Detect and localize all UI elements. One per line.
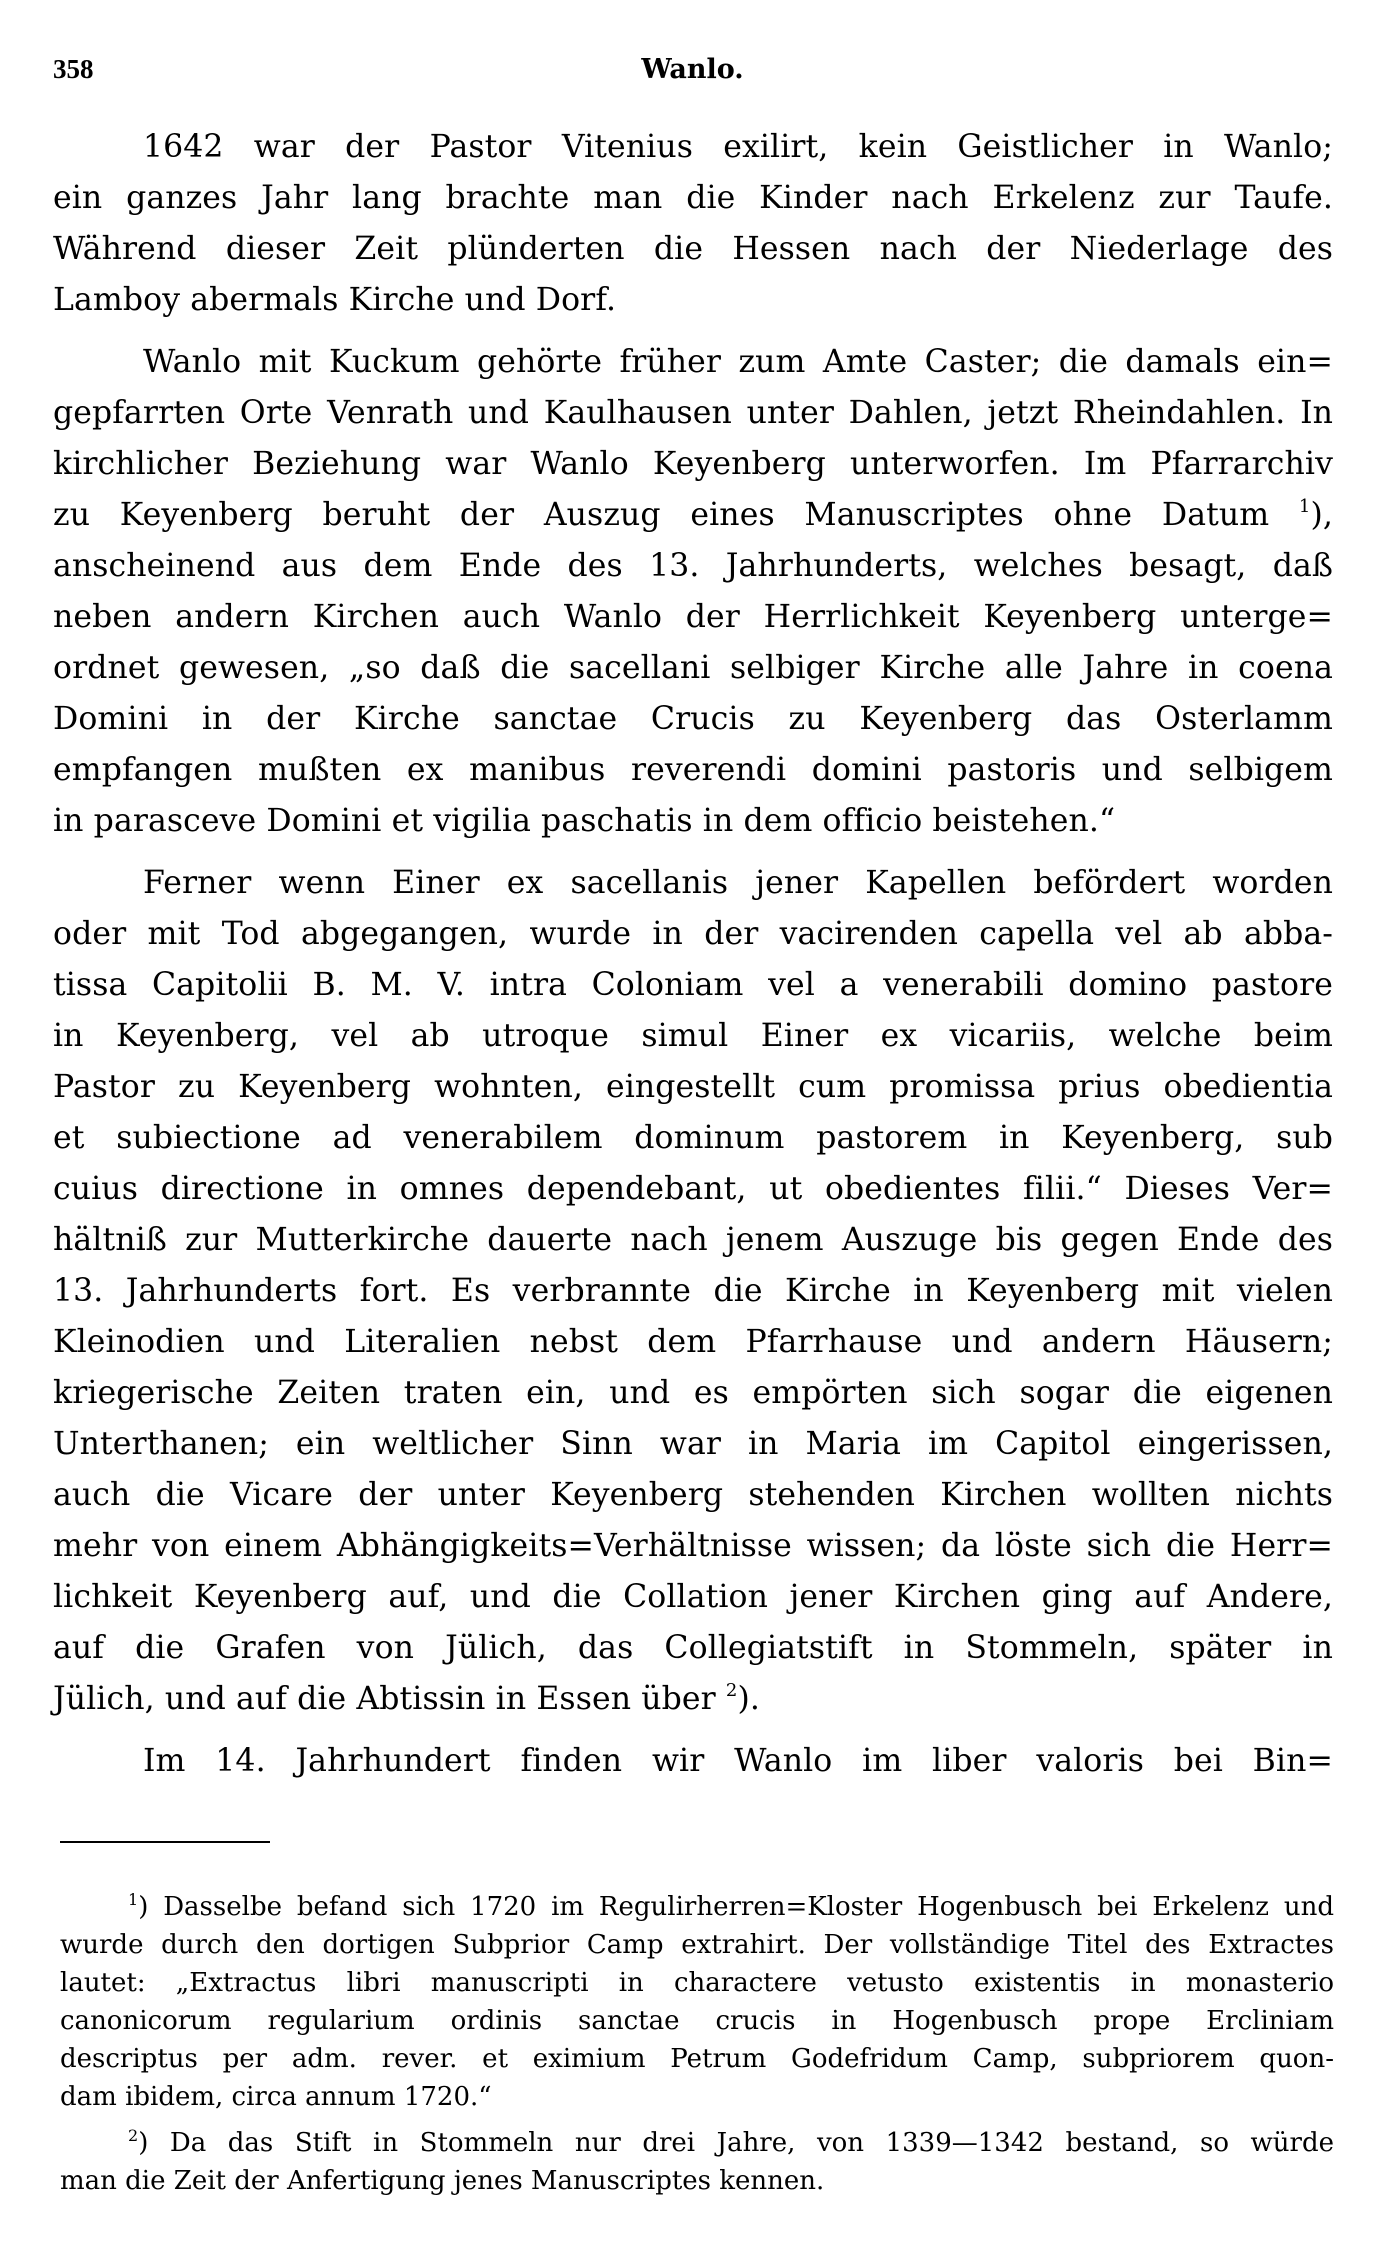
text-line: auch die Vicare der unter Keyenberg stehenden Kirchen wollten nichts [53, 1477, 1333, 1513]
text-line: Domini in der Kirche sanctae Crucis zu Keyenberg das Osterlamm [53, 701, 1333, 737]
text-line: kirchlicher Beziehung war Wanlo Keyenberg unterworfen. Im Pfarrarchiv [53, 446, 1333, 482]
paragraph [53, 858, 1333, 1725]
text-line: neben andern Kirchen auch Wanlo der Herrlichkeit Keyenberg unterge= [53, 599, 1333, 635]
text-line: ordnet gewesen, „so daß die sacellani selbiger Kirche alle Jahre in coena [53, 650, 1333, 686]
page-number: 358 [53, 54, 94, 84]
running-head [53, 54, 1332, 94]
footnote-line: $^1$) Dasselbe befand sich 1720 im Regulirherren=Kloster Hogenbusch bei Erkelenz und [128, 1890, 1334, 1922]
footnote-line: man die Zeit der Anfertigung jenes Manuscriptes kennen. [60, 2166, 825, 2196]
text-line: in parasceve Domini et vigilia paschatis in dem officio beistehen.“ [53, 803, 1116, 839]
footnote-line: descriptus per adm. rever. et eximium Petrum Godefridum Camp, subpriorem quon- [60, 2044, 1334, 2074]
main-text [53, 122, 1333, 1787]
text-line: 1642 war der Pastor Vitenius exilirt, kein Geistlicher in Wanlo; [143, 129, 1333, 165]
text-line: Im 14. Jahrhundert finden wir Wanlo im liber valoris bei Bin= [143, 1743, 1333, 1779]
footnote-line: lautet: „Extractus libri manuscripti in charactere vetusto existentis in monasterio [60, 1968, 1334, 1998]
text-line: et subiectione ad venerabilem dominum pastorem in Keyenberg, sub [53, 1120, 1333, 1156]
paragraph [53, 337, 1333, 847]
footnote-line: $^2$) Da das Stift in Stommeln nur drei Jahre, von 1339—1342 bestand, so würde [128, 2126, 1334, 2158]
text-line: tissa Capitolii B. M. V. intra Coloniam vel a venerabili domino pastore [53, 967, 1333, 1003]
text-line: Ferner wenn Einer ex sacellanis jener Kapellen befördert worden [143, 865, 1333, 901]
footnote-line: wurde durch den dortigen Subprior Camp extrahirt. Der vollständige Titel des Extractes [60, 1930, 1334, 1960]
text-line: oder mit Tod abgegangen, wurde in der vacirenden capella vel ab abba- [53, 916, 1333, 952]
text-line: Kleinodien und Literalien nebst dem Pfarrhause und andern Häusern; [53, 1324, 1333, 1360]
text-line: in Keyenberg, vel ab utroque simul Einer ex vicariis, welche beim [53, 1018, 1333, 1054]
text-line: lichkeit Keyenberg auf, und die Collation jener Kirchen ging auf Andere, [53, 1579, 1333, 1615]
text-line: Lamboy abermals Kirche und Dorf. [53, 282, 617, 318]
footnote-line: dam ibidem, circa annum 1720.“ [60, 2082, 492, 2112]
footnotes [60, 1888, 1334, 2200]
text-line: kriegerische Zeiten traten ein, und es empörten sich sogar die eigenen [53, 1375, 1333, 1411]
footnote-2 [60, 2124, 1334, 2200]
text-line: Wanlo mit Kuckum gehörte früher zum Amte Caster; die damals ein= [143, 344, 1333, 380]
text-line: empfangen mußten ex manibus reverendi domini pastoris und selbigem [53, 752, 1333, 788]
footnote-divider [60, 1841, 270, 1843]
paragraph [53, 1736, 1333, 1787]
running-title: Wanlo. [641, 54, 744, 85]
text-line-with-footnote: zu Keyenberg beruht der Auszug eines Manuscriptes ohne Datum $^1$), [53, 496, 1333, 533]
text-line: mehr von einem Abhängigkeits=Verhältnisse wissen; da löste sich die Herr= [53, 1528, 1333, 1564]
text-line: auf die Grafen von Jülich, das Collegiatstift in Stommeln, später in [53, 1630, 1333, 1666]
text-line: Unterthanen; ein weltlicher Sinn war in Maria im Capitol eingerissen, [53, 1426, 1333, 1462]
paragraph [53, 122, 1333, 326]
footnote-1 [60, 1888, 1334, 2116]
footnote-marker: 2 [128, 2126, 139, 2145]
text-line: cuius directione in omnes dependebant, ut obedientes filii.“ Dieses Ver= [53, 1171, 1333, 1207]
text-line: Während dieser Zeit plünderten die Hessen nach der Niederlage des [53, 231, 1333, 267]
text-line: hältniß zur Mutterkirche dauerte nach jenem Auszuge bis gegen Ende des [53, 1222, 1333, 1258]
text-line: anscheinend aus dem Ende des 13. Jahrhunderts, welches besagt, daß [53, 548, 1333, 584]
text-line: 13. Jahrhunderts fort. Es verbrannte die Kirche in Keyenberg mit vielen [53, 1273, 1333, 1309]
footnote-line: canonicorum regularium ordinis sanctae crucis in Hogenbusch prope Ercliniam [60, 2006, 1334, 2036]
footnote-reference-2[interactable]: 2 [725, 1680, 738, 1701]
footnote-marker: 1 [128, 1890, 139, 1909]
text-line: gepfarrten Orte Venrath und Kaulhausen unter Dahlen, jetzt Rheindahlen. In [53, 395, 1333, 431]
text-line: ein ganzes Jahr lang brachte man die Kinder nach Erkelenz zur Taufe. [53, 180, 1333, 216]
footnote-reference-1[interactable]: 1 [1298, 496, 1311, 517]
text-line-with-footnote: Jülich, und auf die Abtissin in Essen über $^2$). [53, 1680, 760, 1717]
text-line: Pastor zu Keyenberg wohnten, eingestellt cum promissa prius obedientia [53, 1069, 1333, 1105]
